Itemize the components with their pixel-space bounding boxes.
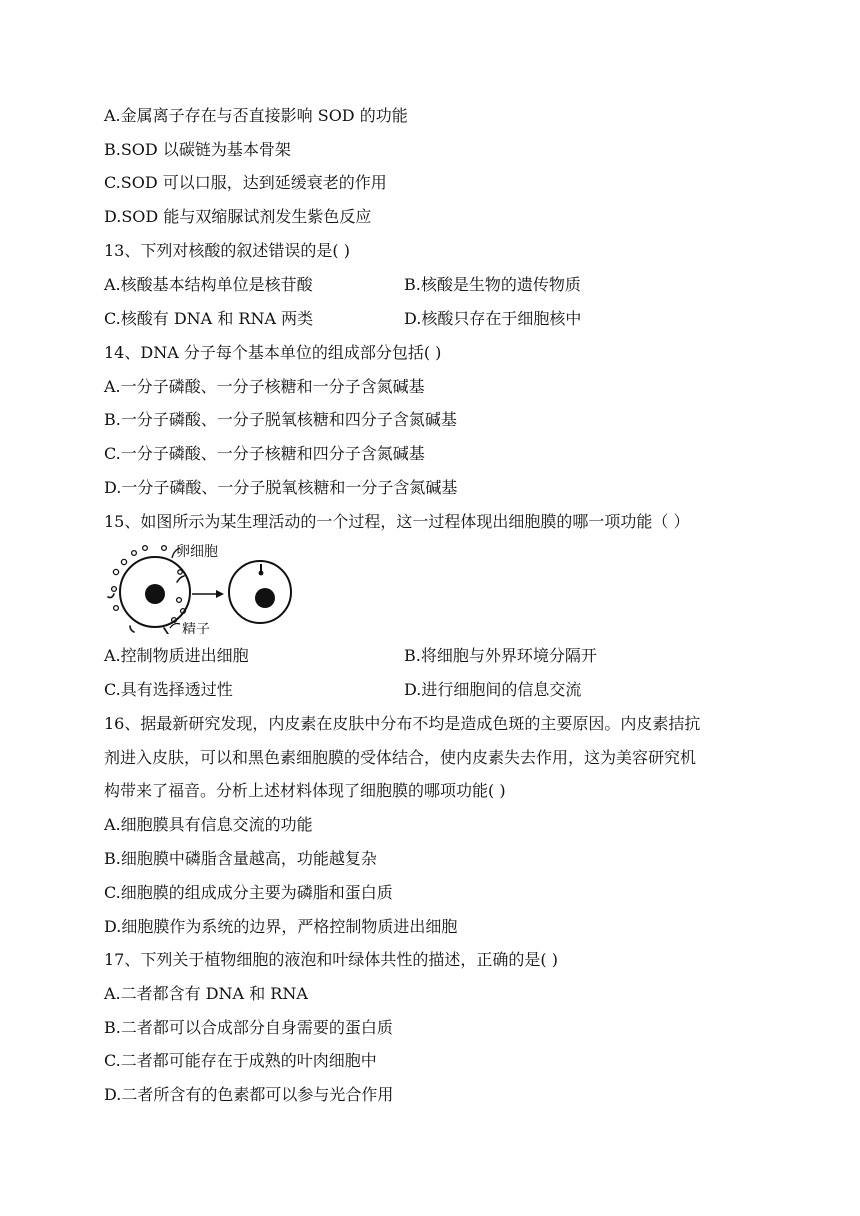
q15-stem: 15、如图所示为某生理活动的一个过程，这一过程体现出细胞膜的哪一项功能（ ） xyxy=(104,512,690,531)
sperm-head xyxy=(259,571,264,576)
q16-stem-line2: 剂进入皮肤，可以和黑色素细胞膜的受体结合，使内皮素失去作用，这为美容研究机 xyxy=(104,748,697,767)
q12-option-b: B.SOD 以碳链为基本骨架 xyxy=(104,140,291,159)
q13-stem: 13、下列对核酸的叙述错误的是( ) xyxy=(104,241,350,260)
q12-option-c: C.SOD 可以口服，达到延缓衰老的作用 xyxy=(104,173,387,192)
q17-stem: 17、下列关于植物细胞的液泡和叶绿体共性的描述，正确的是( ) xyxy=(104,950,558,969)
egg-nucleus-right xyxy=(255,588,275,608)
arrow-head-icon xyxy=(216,590,224,598)
q14-option-d: D.一分子磷酸、一分子脱氧核糖和一分子含氮碱基 xyxy=(104,478,458,497)
q16-option-c: C.细胞膜的组成成分主要为磷脂和蛋白质 xyxy=(104,883,393,902)
q15-option-b: B.将细胞与外界环境分隔开 xyxy=(404,646,597,665)
q17-option-c: C.二者都可能存在于成熟的叶肉细胞中 xyxy=(104,1051,377,1070)
q17-option-a: A.二者都含有 DNA 和 RNA xyxy=(104,984,308,1003)
q16-option-d: D.细胞膜作为系统的边界，严格控制物质进出细胞 xyxy=(104,917,458,936)
sperm-label: 精子 xyxy=(182,622,210,634)
q14-stem: 14、DNA 分子每个基本单位的组成部分包括( ) xyxy=(104,343,442,362)
q13-option-b: B.核酸是生物的遗传物质 xyxy=(404,275,581,294)
q15-option-c: C.具有选择透过性 xyxy=(104,680,233,699)
q16-stem-line3: 构带来了福音。分析上述材料体现了细胞膜的哪项功能( ) xyxy=(104,781,506,800)
q16-option-a: A.细胞膜具有信息交流的功能 xyxy=(104,815,313,834)
q13-option-d: D.核酸只存在于细胞核中 xyxy=(404,309,582,328)
q12-option-a: A.金属离子存在与否直接影响 SOD 的功能 xyxy=(104,106,408,125)
q13-option-a: A.核酸基本结构单位是核苷酸 xyxy=(104,275,313,294)
q15-option-d: D.进行细胞间的信息交流 xyxy=(404,680,582,699)
q14-option-b: B.一分子磷酸、一分子脱氧核糖和四分子含氮碱基 xyxy=(104,410,457,429)
q14-option-c: C.一分子磷酸、一分子核糖和四分子含氮碱基 xyxy=(104,444,425,463)
q12-option-d: D.SOD 能与双缩脲试剂发生紫色反应 xyxy=(104,207,372,226)
fertilization-diagram xyxy=(104,542,294,634)
egg-label: 卵细胞 xyxy=(176,544,218,560)
egg-nucleus-left xyxy=(145,584,165,604)
q17-option-d: D.二者所含有的色素都可以参与光合作用 xyxy=(104,1085,394,1104)
q14-option-a: A.一分子磷酸、一分子核糖和一分子含氮碱基 xyxy=(104,377,425,396)
q15-option-a: A.控制物质进出细胞 xyxy=(104,646,249,665)
q16-option-b: B.细胞膜中磷脂含量越高，功能越复杂 xyxy=(104,849,377,868)
q17-option-b: B.二者都可以合成部分自身需要的蛋白质 xyxy=(104,1018,393,1037)
q13-option-c: C.核酸有 DNA 和 RNA 两类 xyxy=(104,309,314,328)
sperm-label-pointer xyxy=(170,624,180,629)
q16-stem-line1: 16、据最新研究发现，内皮素在皮肤中分布不均是造成色斑的主要原因。内皮素拮抗 xyxy=(104,714,701,733)
fertilization-figure xyxy=(104,542,294,634)
